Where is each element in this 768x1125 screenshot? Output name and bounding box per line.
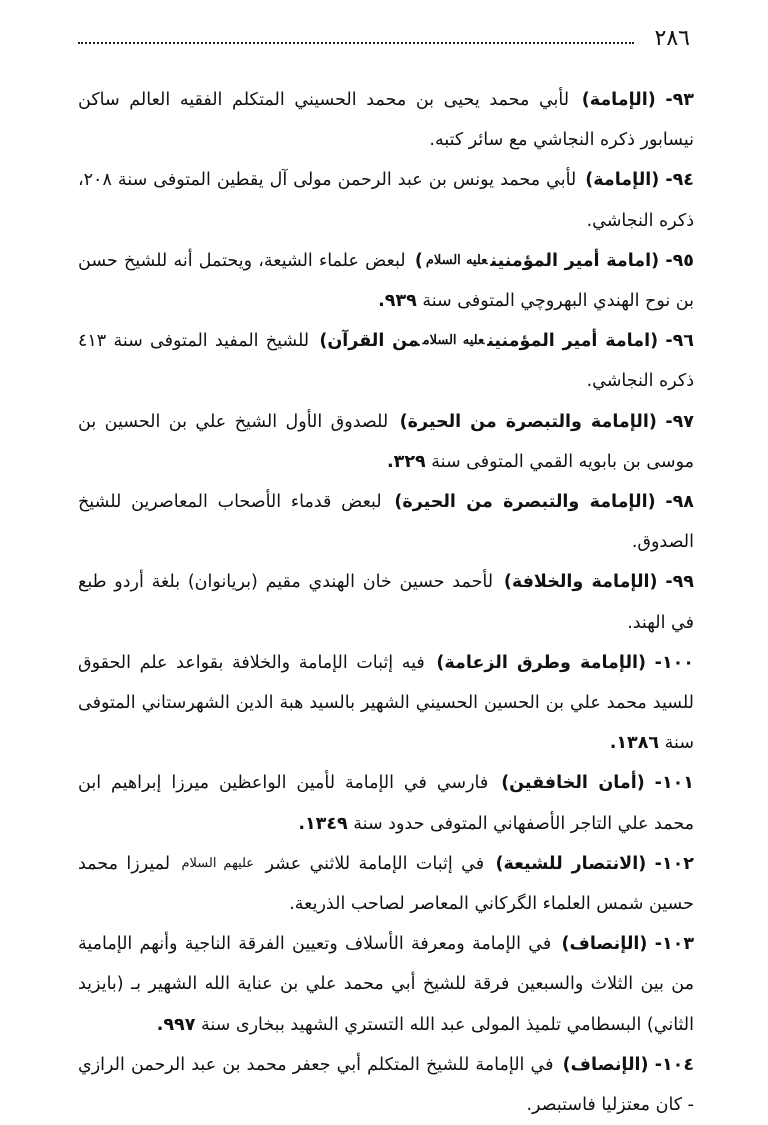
entry-title: (امامة أمير المؤمنينعليه السلاممن القرآن) <box>319 331 659 352</box>
entry-number: ٩٥- <box>665 250 694 271</box>
entry-number: ٩٨- <box>665 492 694 513</box>
entry-year: ٩٩٧. <box>156 1014 196 1035</box>
entry-102 <box>78 844 694 924</box>
entry-title: (الإنصاف) <box>562 1054 649 1075</box>
entry-title: (الإمامة والتبصرة من الحيرة) <box>394 492 656 513</box>
entry-text: لبعض قدماء الأصحاب المعاصرين للشيخ الصدوق. <box>78 492 694 553</box>
entry-text: في الإمامة للشيخ المتكلم أبي جعفر محمد بن عبد الرحمن الرازي - كان معتزليا فاستبصر. <box>78 1054 694 1116</box>
entry-103 <box>78 924 694 1045</box>
entry-title: (الإمامة وطرق الزعامة) <box>436 652 647 673</box>
page-header <box>78 22 690 56</box>
entry-number: ٩٧- <box>665 411 694 432</box>
entry-98 <box>78 482 694 562</box>
honorific-glyph: عليه السلام <box>425 252 488 268</box>
entry-text-continued: لميرزا محمد حسين شمس العلماء الگركاني المعاصر لصاحب الذريعة. <box>78 853 694 915</box>
entry-title: (الإمامة والتبصرة من الحيرة) <box>399 411 657 432</box>
entry-text: للشيخ المفيد المتوفى سنة ٤١٣ ذكره النجاشي. <box>78 331 694 392</box>
entry-title: (الإمامة) <box>581 90 656 110</box>
entry-number: ٩٦- <box>665 331 694 352</box>
entry-title: (الإنصاف) <box>561 934 648 955</box>
entry-number: ١٠٣- <box>654 934 694 955</box>
entry-title: (أمان الخافقين) <box>501 773 645 794</box>
entry-number: ١٠٤- <box>654 1054 694 1075</box>
entry-year: ١٣٨٦. <box>609 733 660 754</box>
entry-text: للصدوق الأول الشيخ علي بن الحسين بن موسى بن بابويه القمي المتوفى سنة <box>78 411 694 472</box>
entry-95 <box>78 241 694 321</box>
entry-text: فيه إثبات الإمامة والخلافة بقواعد علم الحقوق للسيد محمد علي بن الحسين الحسيني الشهير بالسيد هبة الدين الشهرستاني المتوفى سنة <box>78 652 694 754</box>
entry-text: فارسي في الإمامة لأمين الواعظين ميرزا إبراهيم ابن محمد علي التاجر الأصفهاني المتوفى حدود سنة <box>78 773 694 834</box>
entry-year: ٩٣٩. <box>378 291 417 312</box>
entry-93 <box>78 80 694 160</box>
entry-text: لأبي محمد يونس بن عبد الرحمن مولى آل يقطين المتوفى سنة ٢٠٨، ذكره النجاشي. <box>78 170 694 231</box>
entry-99 <box>78 562 694 642</box>
entry-number: ٩٣- <box>665 90 694 110</box>
header-dotted-rule <box>78 42 634 44</box>
entry-number: ١٠١- <box>654 773 694 794</box>
entry-number: ٩٤- <box>665 170 694 191</box>
entry-100 <box>78 643 694 764</box>
entry-number: ٩٩- <box>665 572 694 593</box>
entry-text: لأحمد حسين خان الهندي مقيم (بريانوان) بلغة أردو طبع في الهند. <box>78 572 694 633</box>
entry-text: لبعض علماء الشيعة، ويحتمل أنه للشيخ حسن بن نوح الهندي البهروچي المتوفى سنة <box>78 250 694 312</box>
entry-number: ١٠٠- <box>654 652 694 673</box>
entry-104 <box>78 1045 694 1125</box>
honorific-glyph: عليهم السلام <box>181 855 255 871</box>
entry-96 <box>78 321 694 401</box>
entry-title: (الانتصار للشيعة) <box>495 853 647 874</box>
entry-text: في إثبات الإمامة للاثني عشر <box>265 853 485 874</box>
entry-text: لأبي محمد يحيى بن محمد الحسيني المتكلم الفقيه العالم ساكن نيسابور ذكره النجاشي مع سائر كتبه. <box>78 90 694 151</box>
entry-year: ٣٢٩. <box>387 451 426 472</box>
entry-text: في الإمامة ومعرفة الأسلاف وتعيين الفرقة الناجية وأنهم الإمامية من بين الثلاث والسبعين فرقة للشيخ أبي محمد علي بن عناية الله الشهير بـ (بايزيد الثاني) البسطامي تلميذ المولى عبد الله التستري الشهيد ببخارى سنة <box>78 934 694 1035</box>
page-number: ٢٨٦ <box>654 26 690 51</box>
entry-97 <box>78 402 694 482</box>
entry-number: ١٠٢- <box>654 853 694 874</box>
entry-94 <box>78 160 694 240</box>
entry-title: (امامة أمير المؤمنينعليه السلام) <box>414 250 660 271</box>
entry-year: ١٣٤٩. <box>298 813 348 834</box>
entry-title: (الإمامة والخلافة) <box>503 572 658 593</box>
bibliography-entries <box>78 80 694 1125</box>
honorific-glyph: عليه السلام <box>422 333 485 349</box>
entry-101 <box>78 763 694 843</box>
entry-title: (الإمامة) <box>585 170 660 191</box>
